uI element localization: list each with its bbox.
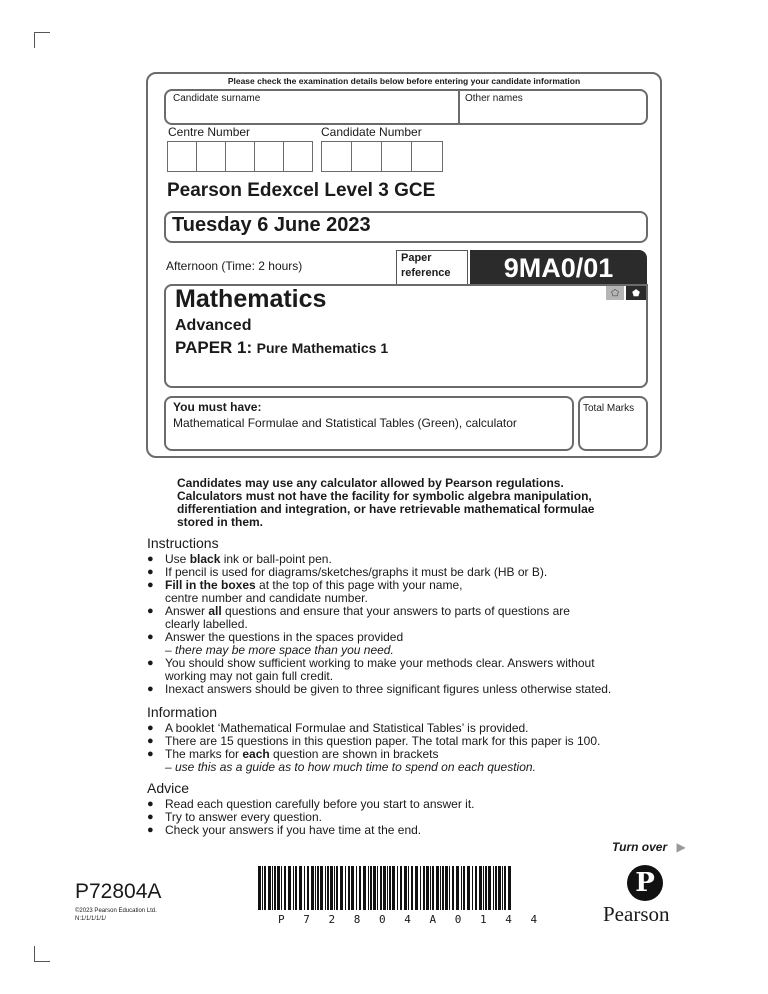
barcode-bar bbox=[423, 866, 425, 910]
barcode-bar bbox=[317, 866, 319, 910]
barcode-bar bbox=[383, 866, 386, 910]
crop-mark-top bbox=[34, 32, 50, 33]
advice-list bbox=[147, 798, 667, 837]
barcode-bar bbox=[258, 866, 261, 910]
pearson-logo-icon: P bbox=[627, 865, 663, 901]
list-item: ● A booklet ‘Mathematical Formulae and Statistical Tables’ is provided. bbox=[147, 722, 667, 735]
barcode-bar bbox=[307, 866, 309, 910]
subject-title: Mathematics bbox=[175, 285, 327, 313]
barcode-bar bbox=[325, 866, 326, 910]
centre-number-boxes[interactable] bbox=[167, 141, 313, 172]
list-item: ● Use black ink or ball-point pen. bbox=[147, 553, 667, 566]
turn-over-label: Turn over ▶ bbox=[612, 840, 686, 854]
list-item: ● There are 15 questions in this question paper. The total mark for this paper is 100. bbox=[147, 735, 667, 748]
barcode-bar bbox=[426, 866, 429, 910]
paper-reference-label: Paper bbox=[401, 252, 432, 264]
barcode-bar bbox=[452, 866, 454, 910]
barcode-bar bbox=[327, 866, 329, 910]
barcode-bar bbox=[436, 866, 439, 910]
pearson-brand: Pearson bbox=[603, 902, 670, 926]
crop-mark-bottom bbox=[34, 961, 50, 962]
paper-reference-label: reference bbox=[401, 267, 451, 279]
candidate-number-label: Candidate Number bbox=[321, 125, 422, 139]
barcode-bar bbox=[463, 866, 465, 910]
barcode-bar bbox=[348, 866, 350, 910]
barcode-bar bbox=[268, 866, 271, 910]
crop-mark-bottom bbox=[34, 946, 35, 962]
crop-mark-top bbox=[34, 32, 35, 48]
barcode-bar bbox=[320, 866, 323, 910]
barcode-bar bbox=[304, 866, 305, 910]
calculator-note bbox=[177, 477, 657, 529]
barcode-bar bbox=[340, 866, 343, 910]
barcode-bar bbox=[392, 866, 395, 910]
barcode-bar bbox=[380, 866, 382, 910]
pentagon-filled-icon: ⬟ bbox=[626, 286, 646, 300]
batch-code: N:1/1/1/1/1/ bbox=[75, 916, 107, 922]
list-item: ● Read each question carefully before you start to answer it. bbox=[147, 798, 667, 811]
barcode-bar bbox=[315, 866, 316, 910]
subject-level: Advanced bbox=[175, 317, 252, 334]
barcode-bar bbox=[370, 866, 372, 910]
barcode-bar bbox=[404, 866, 407, 910]
barcode-bar bbox=[281, 866, 282, 910]
list-item: ● Check your answers if you have time at the end. bbox=[147, 824, 667, 837]
barcode-bar bbox=[504, 866, 506, 910]
barcode-bar bbox=[475, 866, 477, 910]
list-item: ● Try to answer every question. bbox=[147, 811, 667, 824]
play-arrow-icon: ▶ bbox=[676, 840, 686, 854]
barcode-bar bbox=[363, 866, 366, 910]
calculator-note-line: differentiation and integration, or have retrievable mathematical formulae bbox=[177, 502, 595, 516]
list-item: ● You should show sufficient working to make your methods clear. Answers without working may not gain full credit. bbox=[147, 657, 667, 683]
calculator-note-line: Candidates may use any calculator allowed by Pearson regulations. bbox=[177, 476, 564, 490]
barcode-bar bbox=[495, 866, 497, 910]
barcode-bar bbox=[368, 866, 369, 910]
barcode-bar bbox=[377, 866, 378, 910]
paper-code: P72804A bbox=[75, 880, 162, 903]
barcode-bar bbox=[356, 866, 357, 910]
barcode-bar bbox=[277, 866, 280, 910]
barcode-bar bbox=[432, 866, 434, 910]
pentagon-outline-icon: ⬠ bbox=[606, 286, 624, 300]
barcode-bar bbox=[397, 866, 398, 910]
calculator-note-line: stored in them. bbox=[177, 515, 264, 529]
barcode-bar bbox=[502, 866, 503, 910]
barcode-bar bbox=[264, 866, 266, 910]
barcode-bar bbox=[449, 866, 450, 910]
barcode-bar bbox=[345, 866, 346, 910]
barcode-bar bbox=[408, 866, 409, 910]
barcode-bar bbox=[467, 866, 470, 910]
barcode-bar bbox=[336, 866, 338, 910]
centre-number-label: Centre Number bbox=[168, 125, 251, 139]
barcode-bar bbox=[461, 866, 462, 910]
barcode-bar bbox=[387, 866, 388, 910]
name-divider bbox=[458, 90, 460, 124]
instructions-heading: Instructions bbox=[147, 535, 219, 551]
barcode-bar bbox=[274, 866, 276, 910]
paper-name: Pure Mathematics 1 bbox=[256, 340, 389, 356]
barcode-bar bbox=[293, 866, 294, 910]
list-item: ● The marks for each question are shown in brackets – use this as a guide as to how much time to spend on each question. bbox=[147, 748, 667, 774]
barcode-bar bbox=[272, 866, 273, 910]
information-heading: Information bbox=[147, 704, 218, 720]
barcode-bar bbox=[351, 866, 354, 910]
instructions-list bbox=[147, 553, 667, 696]
barcode-bar bbox=[311, 866, 314, 910]
barcode-bar bbox=[493, 866, 494, 910]
list-item: ● Answer the questions in the spaces provided – there may be more space than you need. bbox=[147, 631, 667, 657]
list-item: ● Fill in the boxes at the top of this page with your name, centre number and candidate number. bbox=[147, 579, 667, 605]
paper-reference-code: 9MA0/01 bbox=[470, 250, 647, 286]
exam-date: Tuesday 6 June 2023 bbox=[172, 214, 371, 236]
candidate-surname-field[interactable]: Candidate surname bbox=[173, 93, 261, 104]
candidate-number-boxes[interactable] bbox=[321, 141, 443, 172]
barcode-bar bbox=[373, 866, 376, 910]
copyright: ©2023 Pearson Education Ltd. bbox=[75, 908, 157, 914]
barcode-bar bbox=[440, 866, 441, 910]
barcode-bar bbox=[284, 866, 286, 910]
list-item: ● If pencil is used for diagrams/sketches/graphs it must be dark (HB or B). bbox=[147, 566, 667, 579]
barcode-bar bbox=[498, 866, 501, 910]
paper-title bbox=[175, 338, 388, 358]
barcode-bar bbox=[415, 866, 418, 910]
barcode-bar bbox=[442, 866, 444, 910]
paper-label: PAPER 1: bbox=[175, 338, 253, 357]
barcode bbox=[258, 866, 514, 912]
total-marks-label: Total Marks bbox=[583, 403, 635, 414]
list-item: ● Inexact answers should be given to three significant figures unless otherwise stated. bbox=[147, 683, 667, 696]
must-have-text: Mathematical Formulae and Statistical Tables (Green), calculator bbox=[173, 416, 517, 430]
barcode-bar bbox=[359, 866, 361, 910]
barcode-bar bbox=[420, 866, 421, 910]
calculator-note-line: Calculators must not have the facility for symbolic algebra manipulation, bbox=[177, 489, 592, 503]
barcode-bar bbox=[295, 866, 297, 910]
advice-heading: Advice bbox=[147, 780, 190, 796]
barcode-bar bbox=[334, 866, 335, 910]
must-have-label: You must have: bbox=[173, 400, 262, 414]
barcode-bar bbox=[445, 866, 448, 910]
barcode-bar bbox=[400, 866, 402, 910]
barcode-bar bbox=[508, 866, 511, 910]
barcode-bar bbox=[483, 866, 484, 910]
other-names-field[interactable]: Other names bbox=[465, 93, 523, 104]
list-item: ● Answer all questions and ensure that your answers to parts of questions are clearly labelled. bbox=[147, 605, 667, 631]
barcode-bar bbox=[389, 866, 391, 910]
barcode-bar bbox=[288, 866, 291, 910]
barcode-bar bbox=[262, 866, 263, 910]
barcode-bar bbox=[430, 866, 431, 910]
barcode-bar bbox=[330, 866, 333, 910]
barcode-bar bbox=[299, 866, 302, 910]
barcode-bar bbox=[456, 866, 459, 910]
check-details-text: Please check the examination details below before entering your candidate information bbox=[227, 76, 581, 86]
barcode-bar bbox=[472, 866, 473, 910]
barcode-text: P 7 2 8 0 4 A 0 1 4 4 bbox=[278, 913, 544, 926]
barcode-bar bbox=[485, 866, 487, 910]
information-list bbox=[147, 722, 667, 774]
barcode-bar bbox=[411, 866, 413, 910]
session-time: Afternoon (Time: 2 hours) bbox=[166, 259, 303, 273]
barcode-bar bbox=[479, 866, 482, 910]
exam-board-title: Pearson Edexcel Level 3 GCE bbox=[167, 180, 436, 201]
barcode-bar bbox=[488, 866, 491, 910]
